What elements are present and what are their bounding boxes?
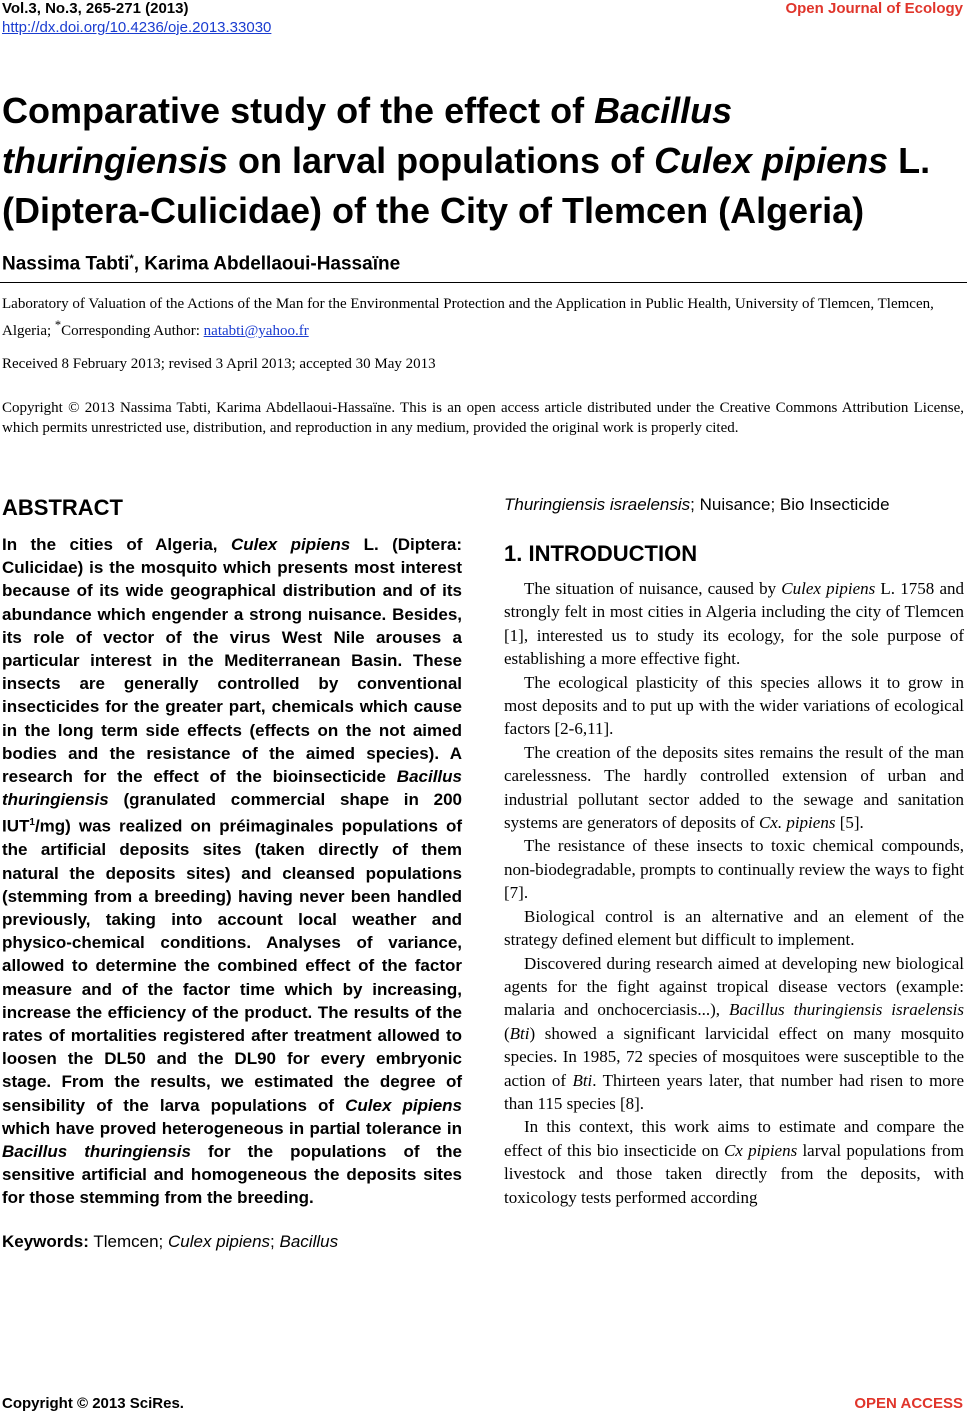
keywords: Keywords: Tlemcen; Culex pipiens; Bacillus [2, 1231, 339, 1251]
journal-name: Open Journal of Ecology [785, 0, 963, 17]
intro-paragraph: The situation of nuisance, caused by Culex pipiens L. 1758 and strongly felt in most cities in Algeria including the city of Tlemcen [1], interested us to study its ecology, for the sole purpose of establishing a more effective fight. [504, 579, 964, 669]
intro-paragraph: The ecological plasticity of this species allows it to grow in most deposits and to put up with the wider variations of ecological factors [2-6,11]. [504, 672, 964, 739]
left-column [2, 495, 462, 1252]
introduction-text [504, 577, 964, 1209]
abstract-heading: ABSTRACT [2, 495, 123, 520]
abstract-text: In the cities of Algeria, Culex pipiens L. (Diptera: Culicidae) is the mosquito which presents most interest because of its wide geographical distribution and of its abundance which engender a strong nuisance. Besides, its role of vector of the virus West Nile arouses a particular interest in the Mediterranean Basin. These insects are generally controlled by conventional insecticides for the greater part, chemicals which cause in the long term side effects (effects on the not aimed bodies and the resistance of the aimed species). A research for the effect of the bioinsecticide Bacillus thuringiensis (granulated commercial shape in 200 IUT$^1$/mg) was realized on préimaginales populations of the artificial deposits sites (taken directly of them natural the deposits sites) and cleansed populations (stemming from a breeding) having never been handled previously, taking into account local weather and physico-chemical conditions. Analyses of variance, allowed to determine the combined effect of the factor measure and of the factor time which by increasing, increase the efficiency of the product. The results of the rates of mortalities registered after treatment allowed to loosen the DL50 and the DL90 for every embryonic stage. From the results, we estimated the degree of sensibility of the larva populations of Culex pipiens which have proved heterogeneous in partial tolerance in Bacillus thuringiensis for the populations of the sensitive artificial and homogeneous the deposits sites for those stemming from the breeding. [2, 535, 462, 1208]
right-column [504, 495, 964, 1209]
footer-copyright: Copyright © 2013 SciRes. [2, 1395, 184, 1412]
doi-link[interactable]: http://dx.doi.org/10.4236/oje.2013.33030 [2, 19, 272, 36]
keywords-continued: Thuringiensis israelensis; Nuisance; Bio Insecticide [504, 495, 890, 514]
copyright-notice: Copyright © 2013 Nassima Tabti, Karima Abdellaoui-Hassaïne. This is an open access article distributed under the Creative Commons Attribution License, which permits unrestricted use, distribution, and reproduction in any medium, provided the original work is properly cited. [2, 400, 964, 436]
received-dates: Received 8 February 2013; revised 3 April 2013; accepted 30 May 2013 [2, 356, 436, 372]
authors: Nassima Tabti*, Karima Abdellaoui-Hassaïne [2, 253, 401, 275]
divider [0, 282, 967, 283]
intro-paragraph: The creation of the deposits sites remains the result of the man carelessness. The hardly controlled extension of urban and industrial pollutant sector added to the sewage and sanitation systems are generators of deposits of Cx. pipiens [5]. [504, 742, 964, 833]
intro-paragraph: In this context, this work aims to estimate and compare the effect of this bio insecticide on Cx pipiens larval populations from livestock and those taken directly from the deposits, with toxicology tests performed according [504, 1117, 964, 1207]
intro-paragraph: Biological control is an alternative and an element of the strategy defined element but difficult to implement. [504, 906, 964, 950]
article-title: Comparative study of the effect of Bacillus thuringiensis on larval populations of Culex pipiens L. (Diptera-Culicidae) of the City of Tlemcen (Algeria) [2, 90, 931, 231]
introduction-heading: 1. INTRODUCTION [504, 541, 698, 566]
open-access-label: OPEN ACCESS [854, 1395, 963, 1412]
affiliation: Laboratory of Valuation of the Actions of the Man for the Environmental Protection and the Application in Public Health, University of Tlemcen, Tlemcen, Algeria; *Corresponding Author: natabti@yahoo.fr [2, 296, 934, 339]
journal-citation: Vol.3, No.3, 265-271 (2013) [2, 0, 189, 17]
intro-paragraph: Discovered during research aimed at developing new biological agents for the fight against tropical disease vectors (example: malaria and onchocerciasis...), Bacillus thuringiensis israelensis (Bti) showed a significant larvicidal effect on many mosquito species. In 1985, 72 species of mosquitoes were susceptible to the action of Bti. Thirteen years later, that number had risen to more than 115 species [8]. [504, 953, 964, 1113]
intro-paragraph: The resistance of these insects to toxic chemical compounds, non-biodegradable, prompts to continually review the ways to fight [7]. [504, 836, 964, 903]
email-link[interactable]: natabti@yahoo.fr [203, 323, 309, 339]
